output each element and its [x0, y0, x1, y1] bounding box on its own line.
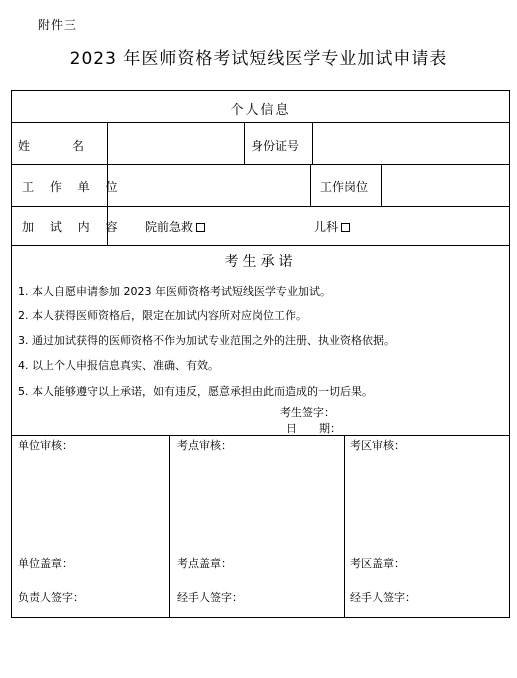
exam-point-seal-label: 考点盖章：	[177, 557, 232, 570]
pledge-item: 3. 通过加试获得的医师资格不作为加试专业范围之外的注册、执业资格依据。	[18, 334, 395, 347]
handler-signature-label: 经手人签字：	[350, 591, 416, 604]
exam-area-seal-label: 考区盖章：	[350, 557, 405, 570]
row-divider	[12, 245, 509, 246]
name-field[interactable]	[112, 124, 240, 162]
option-prehospital[interactable]	[145, 218, 205, 235]
exam-area-review-label: 考区审核：	[350, 439, 405, 452]
employer-label: 工 作 单 位	[22, 180, 124, 194]
pledge-heading: 考生承诺	[224, 254, 297, 270]
id-number-field[interactable]	[317, 124, 505, 162]
pledge-item: 2. 本人获得医师资格后，限定在加试内容所对应岗位工作。	[18, 309, 307, 322]
application-form	[11, 90, 510, 618]
option-prehospital-label: 院前急救	[145, 220, 194, 234]
row-divider	[12, 206, 509, 207]
pledge-item: 5. 本人能够遵守以上承诺，如有违反，愿意承担由此而造成的一切后果。	[18, 385, 373, 398]
personal-info-heading: 个人信息	[230, 103, 291, 118]
position-field[interactable]	[386, 166, 506, 204]
column-divider	[310, 164, 311, 206]
name-label: 姓 名	[18, 139, 91, 153]
date-label: 日 期：	[286, 422, 341, 435]
id-number-label: 身份证号	[251, 139, 300, 153]
pledge-item: 4. 以上个人申报信息真实、准确、有效。	[18, 359, 219, 372]
responsible-signature-label: 负责人签字：	[18, 591, 84, 604]
form-title: 2023 年医师资格考试短线医学专业加试申请表	[69, 49, 448, 69]
row-divider	[12, 164, 509, 165]
row-divider	[12, 122, 509, 123]
column-divider	[244, 122, 245, 164]
column-divider	[344, 435, 345, 618]
column-divider	[169, 435, 170, 618]
exam-point-review-label: 考点审核：	[177, 439, 232, 452]
position-label: 工作岗位	[320, 180, 369, 194]
checkbox-icon[interactable]	[341, 223, 350, 232]
column-divider	[312, 122, 313, 164]
unit-seal-label: 单位盖章：	[18, 557, 73, 570]
row-divider	[12, 435, 509, 436]
attachment-label: 附件三	[38, 18, 78, 32]
exam-content-label: 加 试 内 容	[22, 220, 124, 234]
column-divider	[381, 164, 382, 206]
option-pediatrics-label: 儿科	[314, 220, 339, 234]
employer-field[interactable]	[112, 166, 306, 204]
candidate-signature-label: 考生签字：	[280, 406, 335, 419]
checkbox-icon[interactable]	[196, 223, 205, 232]
pledge-item: 1. 本人自愿申请参加 2023 年医师资格考试短线医学专业加试。	[18, 285, 331, 298]
unit-review-label: 单位审核：	[18, 439, 73, 452]
option-pediatrics[interactable]	[314, 218, 350, 235]
handler-signature-label: 经手人签字：	[177, 591, 243, 604]
